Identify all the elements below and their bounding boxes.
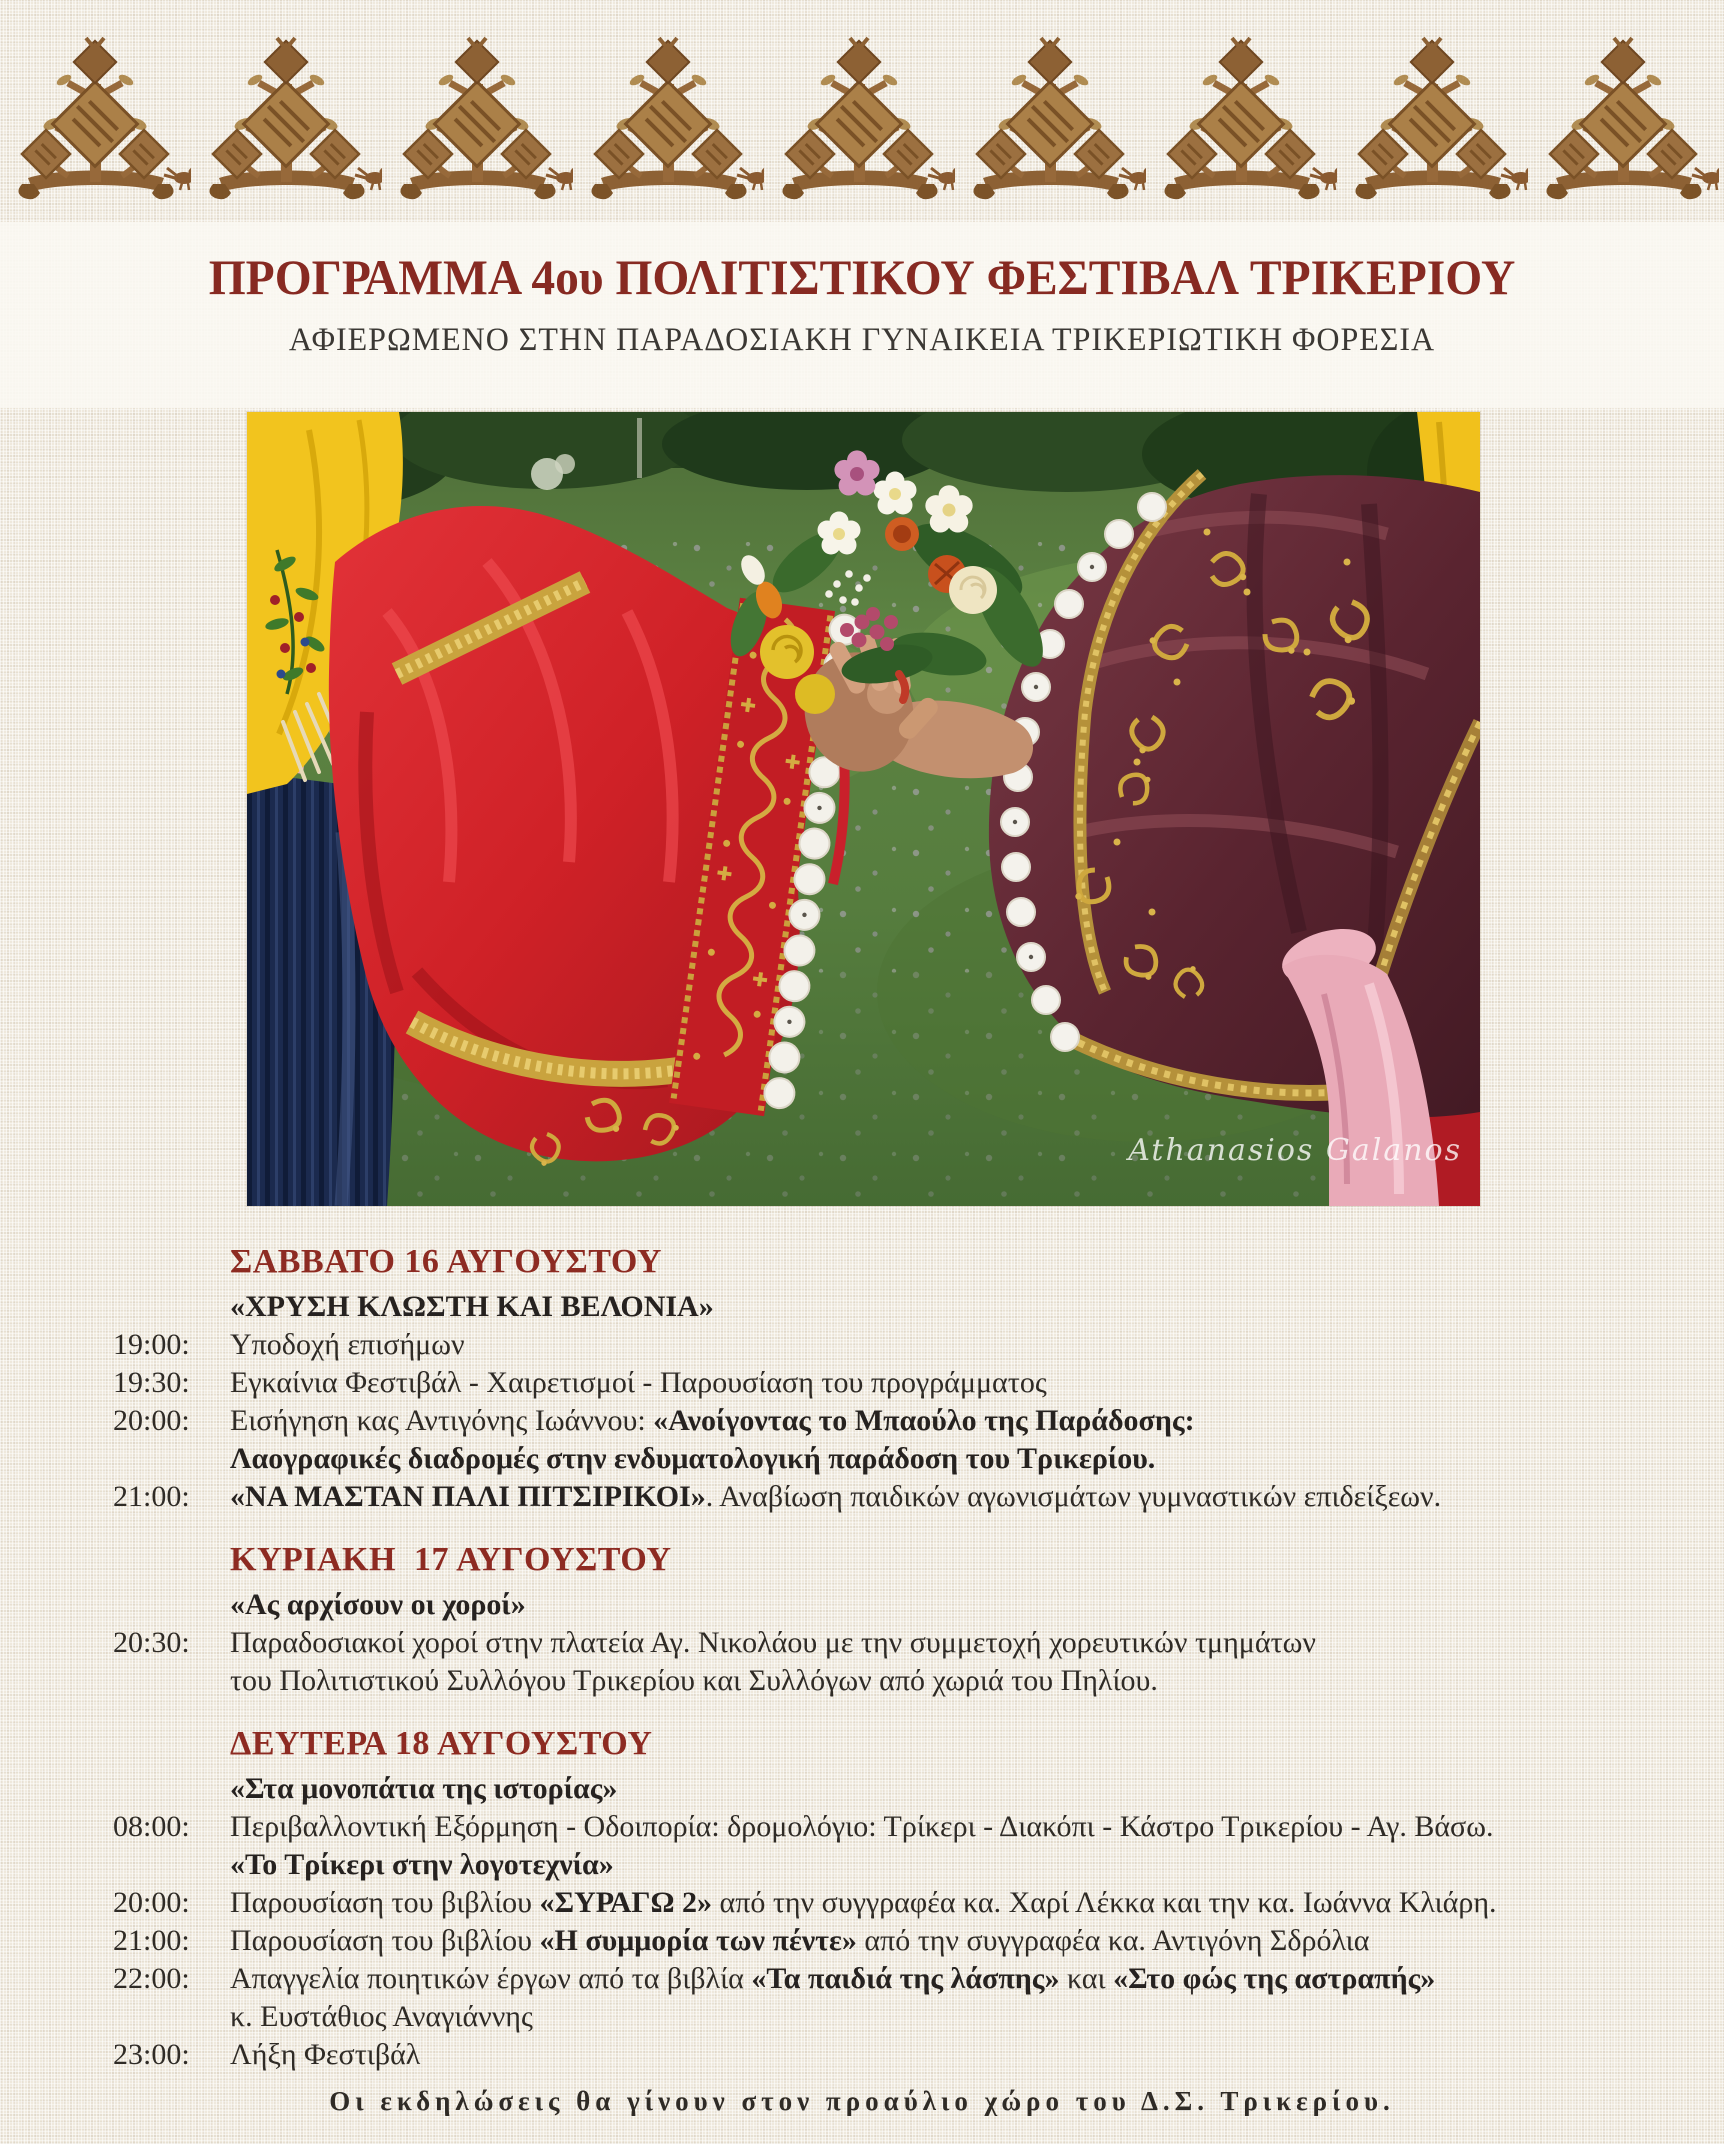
- schedule-row: [113, 1440, 1613, 1478]
- event-time: 20:30:: [113, 1626, 190, 1659]
- event-text: Λαογραφικές διαδρομές στην ενδυματολογική παράδοση του Τρικερίου.: [230, 1442, 1156, 1475]
- schedule-row: [113, 1326, 1613, 1364]
- event-text: «Το Τρίκερι στην λογοτεχνία»: [230, 1848, 614, 1881]
- schedule-row: [113, 1662, 1613, 1700]
- title-band: [0, 222, 1724, 408]
- footer-note: Οι εκδηλώσεις θα γίνουν στον προαύλιο χώρο του Δ.Σ. Τρικερίου.: [329, 2086, 1395, 2116]
- event-text: «Ας αρχίσουν οι χοροί»: [230, 1588, 526, 1621]
- day-section: [113, 1722, 1613, 2074]
- event-text: Παρουσίαση του βιβλίου «Η συμμορία των πέντε» από την συγγραφέα κα. Αντιγόνη Σδρόλια: [230, 1924, 1370, 1957]
- event-time: 20:00:: [113, 1886, 190, 1919]
- event-text: Εισήγηση κας Αντιγόνης Ιωάννου: «Ανοίγοντας το Μπαούλο της Παράδοσης:: [230, 1404, 1195, 1437]
- schedule-row: [113, 1960, 1613, 1998]
- day-section: [113, 1240, 1613, 1516]
- event-time: 21:00:: [113, 1480, 190, 1513]
- costumes-handshake-photo: [247, 412, 1480, 1206]
- embroidery-border: [0, 16, 1724, 212]
- poster-subtitle: ΑΦΙΕΡΩΜΕΝΟ ΣΤΗΝ ΠΑΡΑΔΟΣΙΑΚΗ ΓΥΝΑΙΚΕΙΑ ΤΡΙΚΕΡΙΩΤΙΚΗ ΦΟΡΕΣΙΑ: [288, 322, 1436, 358]
- event-time: [113, 1998, 230, 2036]
- event-text: Υποδοχή επισήμων: [230, 1328, 465, 1361]
- event-time: [113, 1440, 230, 1478]
- schedule: [113, 1240, 1613, 2074]
- schedule-row: [113, 1808, 1613, 1846]
- schedule-row: [113, 1624, 1613, 1662]
- day-title: ΚΥΡΙΑΚΗ 17 ΑΥΓΟΥΣΤΟΥ: [230, 1541, 672, 1578]
- event-time: 08:00:: [113, 1810, 190, 1843]
- event-text: «ΧΡΥΣΗ ΚΛΩΣΤΗ ΚΑΙ ΒΕΛΟΝΙΑ»: [230, 1290, 714, 1323]
- event-time: 19:00:: [113, 1328, 190, 1361]
- schedule-row: [113, 1586, 1613, 1624]
- schedule-row: [113, 1884, 1613, 1922]
- schedule-row: [113, 1364, 1613, 1402]
- event-time: [113, 1662, 230, 1700]
- schedule-row: [113, 1846, 1613, 1884]
- schedule-row: [113, 1922, 1613, 1960]
- event-text: Εγκαίνια Φεστιβάλ - Χαιρετισμοί - Παρουσίαση του προγράμματος: [230, 1366, 1047, 1399]
- schedule-row: [113, 1288, 1613, 1326]
- day-title: ΣΑΒΒΑΤΟ 16 ΑΥΓΟΥΣΤΟΥ: [230, 1243, 662, 1280]
- event-text: Λήξη Φεστιβάλ: [230, 2038, 421, 2071]
- event-text: Απαγγελία ποιητικών έργων από τα βιβλία «Τα παιδιά της λάσπης» και «Στο φώς της αστραπής»: [230, 1962, 1436, 1995]
- schedule-row: [113, 1478, 1613, 1516]
- day-title: ΔΕΥΤΕΡΑ 18 ΑΥΓΟΥΣΤΟΥ: [230, 1725, 653, 1762]
- event-time: [113, 1846, 230, 1884]
- photographer-signature: Athanasios Galanos: [1128, 1133, 1462, 1168]
- event-text: Παρουσίαση του βιβλίου «ΣΥΡΑΓΩ 2» από την συγγραφέα κα. Χαρί Λέκκα και την κα. Ιωάννα Κλιάρη.: [230, 1886, 1497, 1919]
- event-time: 21:00:: [113, 1924, 190, 1957]
- schedule-row: [113, 2036, 1613, 2074]
- event-text: κ. Ευστάθιος Αναγιάννης: [230, 2000, 533, 2033]
- event-time: [113, 1288, 230, 1326]
- schedule-row: [113, 1998, 1613, 2036]
- event-text: Περιβαλλοντική Εξόρμηση - Οδοιπορία: δρομολόγιο: Τρίκερι - Διακόπι - Κάστρο Τρικερίου - Αγ. Βάσω.: [230, 1810, 1494, 1843]
- event-time: 23:00:: [113, 2038, 190, 2071]
- event-time: [113, 1586, 230, 1624]
- poster-title: ΠΡΟΓΡΑΜΜΑ 4ου ΠΟΛΙΤΙΣΤΙΚΟΥ ΦΕΣΤΙΒΑΛ ΤΡΙΚΕΡΙΟΥ: [208, 249, 1516, 305]
- event-time: 19:30:: [113, 1366, 190, 1399]
- embroidery-border-pattern: [0, 16, 1724, 212]
- event-time: 22:00:: [113, 1962, 190, 1995]
- event-text: «Στα μονοπάτια της ιστορίας»: [230, 1772, 618, 1805]
- schedule-row: [113, 1402, 1613, 1440]
- festival-photo: [247, 412, 1480, 1206]
- day-section: [113, 1538, 1613, 1700]
- event-text: του Πολιτιστικού Συλλόγου Τρικερίου και Συλλόγων από χωριά του Πηλίου.: [230, 1664, 1158, 1697]
- event-time: [113, 1770, 230, 1808]
- schedule-row: [113, 1770, 1613, 1808]
- event-time: 20:00:: [113, 1404, 190, 1437]
- event-text: Παραδοσιακοί χοροί στην πλατεία Αγ. Νικολάου με την συμμετοχή χορευτικών τμημάτων: [230, 1626, 1316, 1659]
- event-text: «ΝΑ ΜΑΣΤΑΝ ΠΑΛΙ ΠΙΤΣΙΡΙΚΟΙ». Αναβίωση παιδικών αγωνισμάτων γυμναστικών επιδείξεων.: [230, 1480, 1442, 1513]
